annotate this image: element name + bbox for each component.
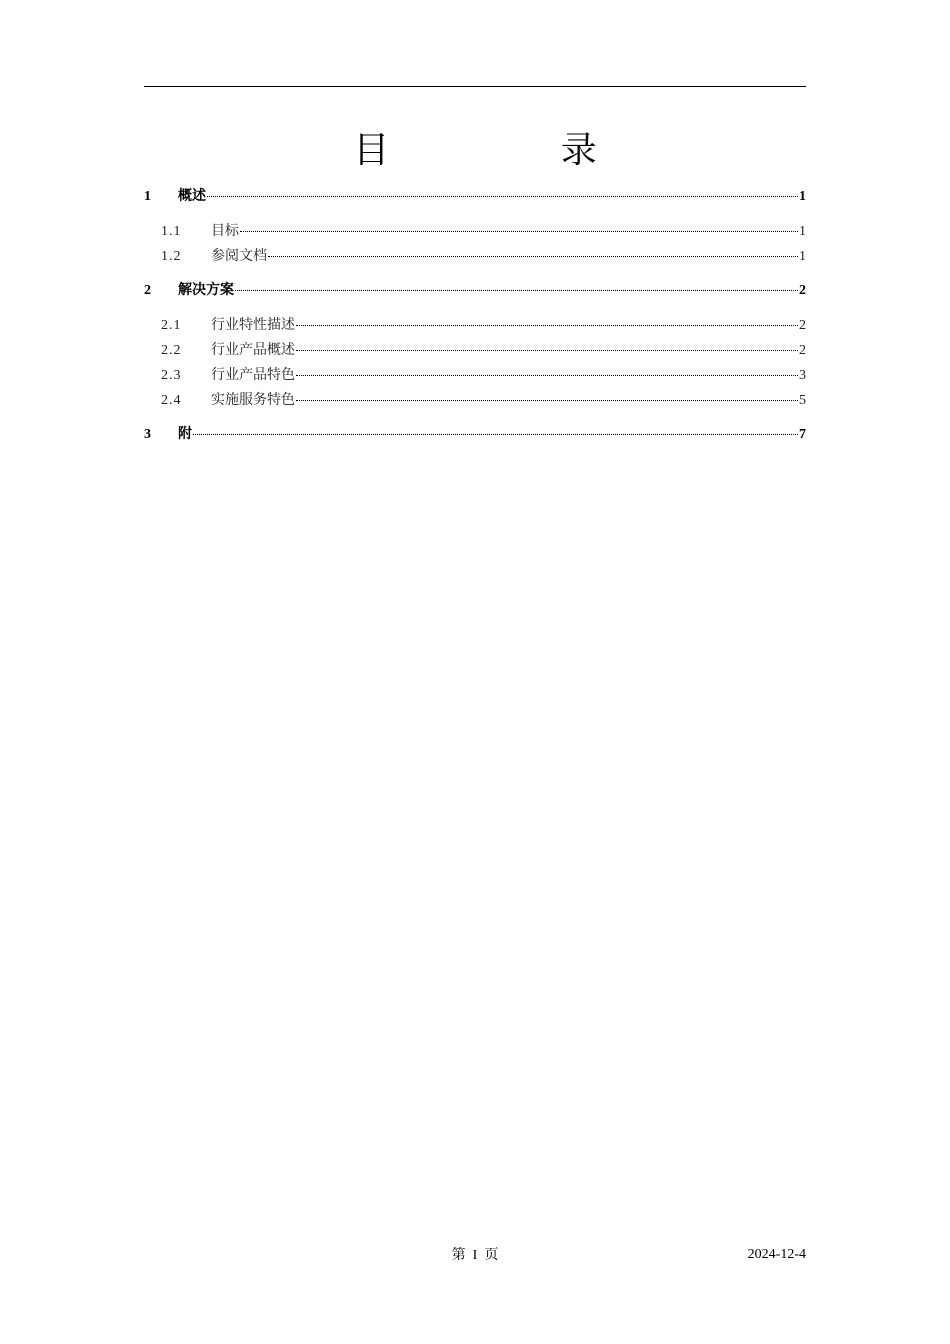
toc-entry-2-3[interactable] [144, 364, 806, 386]
toc-dot-leader [296, 325, 798, 326]
toc-entry-number: 1 [144, 189, 151, 204]
toc-entry-2-1[interactable] [144, 314, 806, 336]
toc-entry-number: 1.1 [161, 224, 182, 239]
toc-entry-number: 2.2 [161, 343, 182, 358]
toc-entry-page: 7 [799, 427, 806, 442]
toc-dot-leader [240, 231, 798, 232]
toc-entry-number: 2.1 [161, 318, 182, 333]
toc-entry-2[interactable] [144, 279, 806, 301]
toc-dot-leader [296, 400, 798, 401]
toc-dot-leader [235, 290, 798, 291]
toc-entry-page: 2 [799, 283, 806, 298]
toc-entry-label: 参阅文档 [211, 248, 267, 264]
toc-dot-leader [296, 375, 798, 376]
footer-date: 2024-12-4 [747, 1247, 806, 1262]
toc-entry-page: 2 [799, 343, 806, 358]
toc-entry-1-1[interactable] [144, 220, 806, 242]
toc-entry-page: 2 [799, 318, 806, 333]
footer-page-prefix: 第 [451, 1247, 466, 1263]
toc-entry-label: 行业产品特色 [211, 367, 295, 383]
toc-entry-label: 实施服务特色 [211, 392, 295, 408]
toc-entry-label: 行业特性描述 [211, 317, 295, 333]
toc-entry-3[interactable] [144, 423, 806, 445]
toc-entry-number: 2 [144, 283, 151, 298]
toc-entry-2-2[interactable] [144, 339, 806, 361]
toc-entry-page: 1 [799, 249, 806, 264]
toc-entry-label: 行业产品概述 [211, 342, 295, 358]
page-title: 目 录 [353, 130, 677, 171]
footer-page-value: I [472, 1248, 478, 1263]
toc-entry-page: 1 [799, 189, 806, 204]
toc-dot-leader [268, 256, 798, 257]
header-rule [144, 86, 806, 87]
toc-dot-leader [193, 434, 798, 435]
toc-entry-2-4[interactable] [144, 389, 806, 411]
toc-entry-label: 目标 [211, 223, 239, 239]
footer-page-suffix: 页 [484, 1247, 499, 1263]
toc-entry-label: 解决方案 [178, 282, 234, 298]
toc-entry-1[interactable] [144, 185, 806, 207]
toc-entry-number: 2.4 [161, 393, 182, 408]
toc-entry-page: 3 [799, 368, 806, 383]
toc-dot-leader [296, 350, 798, 351]
toc-entry-number: 3 [144, 427, 151, 442]
footer-page-number [0, 1245, 950, 1266]
toc-entry-1-2[interactable] [144, 245, 806, 267]
toc-entry-label: 概述 [178, 188, 206, 204]
toc-entry-number: 2.3 [161, 368, 182, 383]
toc-entry-page: 5 [799, 393, 806, 408]
toc-entry-number: 1.2 [161, 249, 182, 264]
toc-dot-leader [207, 196, 798, 197]
toc-entry-page: 1 [799, 224, 806, 239]
toc-entry-label: 附 [178, 426, 192, 442]
